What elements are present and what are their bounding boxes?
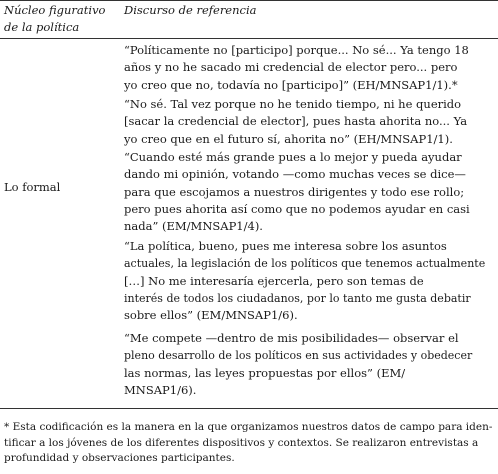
footnote-marker: * <box>4 421 10 433</box>
quote-line: MNSAP1/6). <box>124 382 197 397</box>
quote-5 <box>124 330 494 399</box>
quote-line: […] No me interesaría ejercerla, pero son temas de <box>124 273 424 288</box>
header-figurative-nucleus <box>4 2 105 36</box>
quote-line: interés de todos los ciudadanos, por lo tanto me gusta debatir <box>124 291 471 305</box>
footnote-text: Esta codificación es la manera en la que organizamos nuestros datos de campo para iden- <box>12 421 493 433</box>
quote-2 <box>124 96 494 148</box>
quote-line: “No sé. Tal vez porque no he tenido tiempo, ni he querido <box>124 97 462 111</box>
footnote-line-3: profundidad y observaciones participantes. <box>4 452 235 464</box>
quote-line: [sacar la credencial de elector], pues hasta ahorita no... Ya <box>124 114 468 129</box>
quote-line: las normas, las leyes propuestas por ellos” (EM/ <box>124 365 406 380</box>
quote-line: actuales, la legislación de los políticos que tenemos actualmente <box>124 257 486 271</box>
quote-line: años y no he sacado mi credencial de elector pero... pero <box>124 60 458 75</box>
quote-line: pero pues ahorita así como que no podemos ayudar en casi <box>124 201 470 216</box>
footnote-line-2: tificar a los jóvenes de los diferentes dispositivos y contextos. Se realizaron entrevistas a <box>4 436 479 449</box>
bottom-rule <box>0 408 498 409</box>
header-reference-discourse: Discurso de referencia <box>124 3 257 17</box>
top-rule <box>0 0 498 1</box>
quote-line: yo creo que en el futuro sí, ahorita no” (EH/MNSAP1/1). <box>124 131 453 146</box>
row-label: Lo formal <box>4 180 61 194</box>
quote-4 <box>124 238 494 324</box>
quote-line: “Me compete —dentro de mis posibilidades— observar el <box>124 331 459 345</box>
header-col1-line2: de la política <box>4 20 80 34</box>
quote-line: sobre ellos” (EM/MNSAP1/6). <box>124 308 298 323</box>
quote-line: nada” (EM/MNSAP1/4). <box>124 219 263 234</box>
footnote <box>4 420 494 467</box>
quote-line: pleno desarrollo de los políticos en sus actividades y obedecer <box>124 349 473 363</box>
header-rule <box>0 38 498 39</box>
quote-line: “Políticamente no [participo] porque... No sé... Ya tengo 18 <box>124 43 469 57</box>
header-col1-line1: Núcleo figurativo <box>4 3 106 17</box>
quote-3 <box>124 149 494 235</box>
quote-line: dando mi opinión, votando —como muchas veces se dice— <box>124 167 466 182</box>
quote-line: “Cuando esté más grande pues a lo mejor y pueda ayudar <box>124 150 462 164</box>
quote-1 <box>124 42 494 94</box>
footnote-line-1 <box>4 420 494 436</box>
quote-line: para que escojamos a nuestros dirigentes y todo ese rollo; <box>124 184 465 199</box>
quote-line: “La política, bueno, pues me interesa sobre los asuntos <box>124 239 447 253</box>
quote-line: yo creo que no, todavía no [participo]” (EH/MNSAP1/1).* <box>124 77 458 92</box>
